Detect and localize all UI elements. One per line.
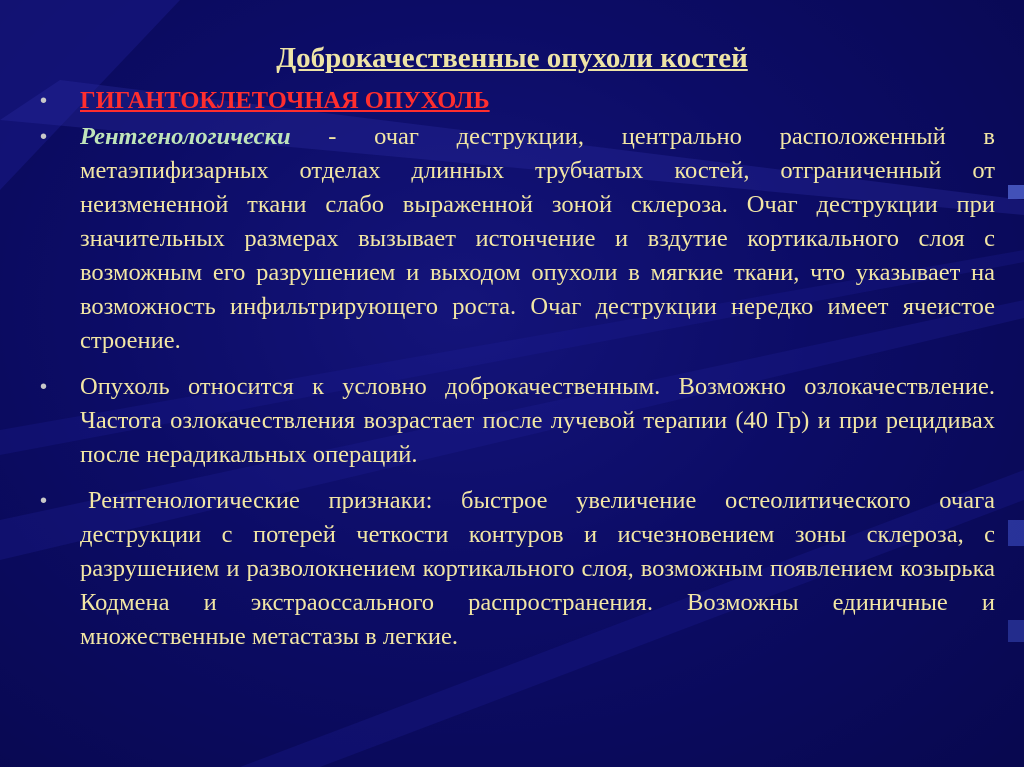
- bullet-marker: •: [40, 376, 48, 398]
- bullet-marker: •: [40, 126, 48, 148]
- list-item-heading: [40, 84, 995, 118]
- edge-highlight: [1008, 620, 1024, 642]
- highlighted-term: Рентгенологически: [80, 123, 291, 150]
- paragraph-body: - очаг деструкции, центрально расположенный в метаэпифизарных отделах длинных трубчатых костей, отграниченный от неизмененной ткани слабо выраженной зоной склероза. Очаг деструкции при значительных размерах вызывает истончение и вздутие кортикального слоя с возможным его разрушением и выходом опухоли в мягкие ткани, что указывает на возможность инфильтрирующего роста. Очаг деструкции нередко имеет ячеистое строение.: [80, 123, 995, 354]
- slide-title: Доброкачественные опухоли костей: [276, 42, 748, 74]
- bullet-marker: •: [40, 90, 48, 112]
- list-item: [40, 120, 995, 358]
- bullet-list: [40, 84, 995, 654]
- list-item: [40, 370, 995, 472]
- list-item: [40, 484, 995, 654]
- paragraph-text: Рентгенологические признаки: быстрое увеличение остеолитического очага деструкции с потерей четкости контуров и исчезновением зоны склероза, с разрушением и разволокнением кортикального слоя, возможным появлением козырька Кодмена и экстраоссального распространения. Возможны единичные и множественные метастазы в легкие.: [80, 487, 995, 650]
- paragraph-text: [80, 120, 995, 358]
- section-heading: ГИГАНТОКЛЕТОЧНАЯ ОПУХОЛЬ: [80, 87, 490, 114]
- bullet-marker: •: [40, 490, 48, 512]
- edge-highlight: [1008, 185, 1024, 199]
- paragraph-text: Опухоль относится к условно доброкачественным. Возможно озлокачествление. Частота озлокачествления возрастает после лучевой терапии (40 Гр) и при рецидивах после нерадикальных операций.: [80, 373, 995, 468]
- edge-highlight: [1008, 520, 1024, 546]
